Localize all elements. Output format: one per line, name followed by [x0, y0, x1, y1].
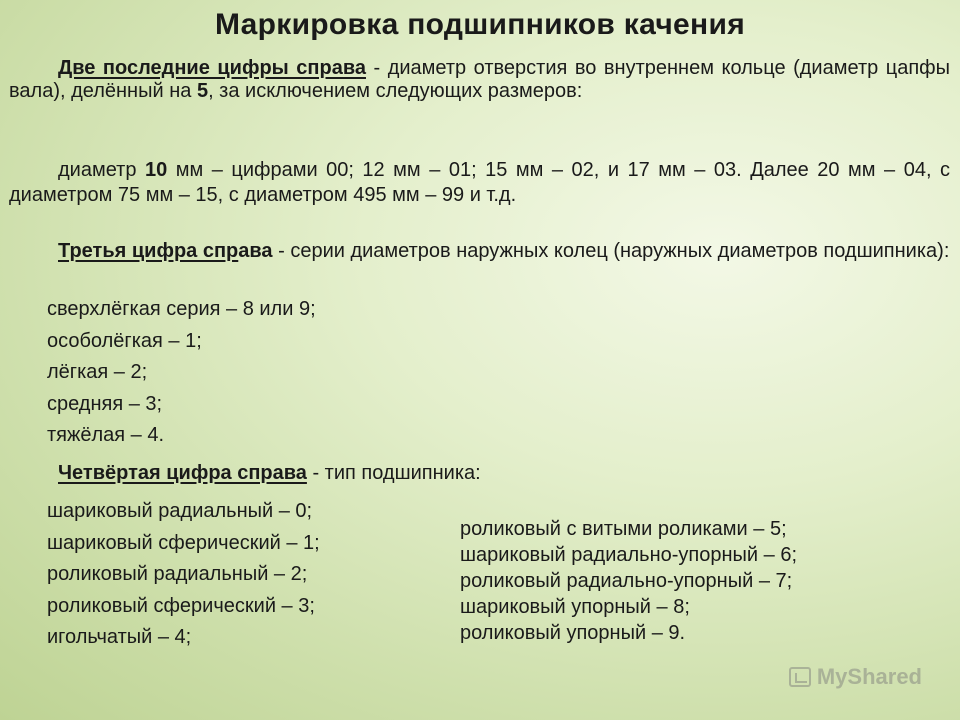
- list-item: роликовый упорный – 9.: [460, 622, 686, 644]
- text: , за исключением следующих размеров:: [208, 80, 583, 102]
- types-left-list: [47, 496, 320, 654]
- list-item: шариковый упорный – 8;: [460, 596, 690, 618]
- text: - тип подшипника:: [306, 462, 481, 484]
- watermark-text: MyShared: [816, 664, 922, 689]
- list-item: особолёгкая – 1;: [47, 329, 202, 352]
- paragraph-last-two-digits: [9, 57, 950, 103]
- heading-fourth-digit: Четвёртая цифра справа: [58, 462, 307, 484]
- list-item: роликовый с витыми роликами – 5;: [460, 518, 787, 540]
- heading-last-two-digits: Две последние цифры справа: [58, 57, 366, 79]
- text: - диаметр отверстия во внутреннем кольце (диаметр цапфы вала), делённый на: [9, 57, 950, 102]
- list-item: роликовый радиально-упорный – 7;: [460, 570, 793, 592]
- list-item: тяжёлая – 4.: [47, 424, 165, 446]
- text: мм – цифрами 00; 12 мм – 01; 15 мм – 02, и 17 мм – 03. Далее 20 мм – 04, с диаметром 75 мм – 15, с диаметром 495 мм – 99 и т.д.: [9, 159, 951, 206]
- heading-third-digit-rest: ава: [238, 240, 273, 262]
- text: - серии диаметров наружных колец (наружных диаметров подшипника):: [272, 240, 950, 262]
- list-item: шариковый радиально-упорный – 6;: [460, 544, 798, 566]
- list-item: средняя – 3;: [47, 392, 163, 415]
- paragraph-fourth-digit: [58, 462, 481, 485]
- series-list: [47, 294, 316, 452]
- list-item: роликовый радиальный – 2;: [47, 563, 308, 585]
- watermark-logo-icon: [789, 667, 811, 687]
- page-title: Маркировка подшипников качения: [214, 8, 745, 41]
- list-item: роликовый сферический – 3;: [47, 594, 315, 617]
- paragraph-third-digit: [9, 236, 950, 267]
- watermark: [789, 664, 922, 690]
- list-item: игольчатый – 4;: [47, 626, 192, 648]
- list-item: шариковый радиальный – 0;: [47, 500, 313, 522]
- list-item: лёгкая – 2;: [47, 361, 148, 383]
- list-item: шариковый сферический – 1;: [47, 531, 320, 554]
- list-item: сверхлёгкая серия – 8 или 9;: [47, 298, 316, 320]
- paragraph-exceptions: [9, 158, 950, 208]
- text: диаметр: [58, 159, 145, 181]
- number-five: 5: [196, 80, 209, 102]
- types-right-list: [460, 516, 797, 646]
- heading-third-digit: Третья цифра спр: [58, 240, 239, 262]
- number-ten: 10: [144, 159, 168, 181]
